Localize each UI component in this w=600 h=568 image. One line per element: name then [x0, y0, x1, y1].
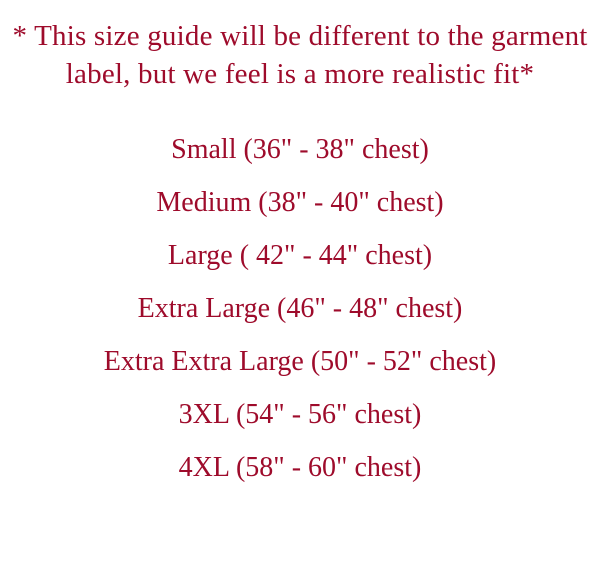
list-item: 3XL (54" - 56" chest) — [178, 399, 422, 431]
list-item: Small (36" - 38" chest) — [171, 134, 429, 166]
size-list — [10, 123, 590, 494]
list-item: Large ( 42" - 44" chest) — [167, 240, 433, 272]
list-item: Medium (38" - 40" chest) — [156, 187, 444, 219]
list-item: Extra Extra Large (50" - 52" chest) — [103, 346, 497, 378]
list-item: 4XL (58" - 60" chest) — [178, 452, 422, 484]
size-guide-note: * This size guide will be different to the garment label, but we feel is a more realistic fit* — [12, 20, 588, 90]
list-item: Extra Large (46" - 48" chest) — [137, 293, 463, 325]
